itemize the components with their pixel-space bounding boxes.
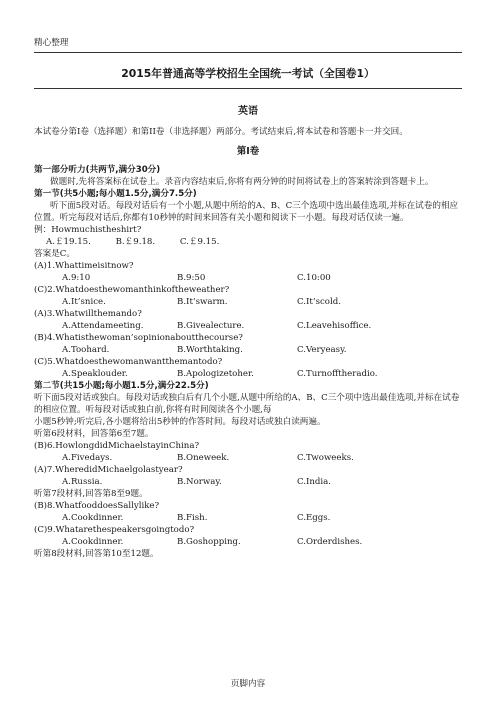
section2-instructions: 听下面5段对话或独白。每段对话或独白后有几个小题,从题中所给的A、B、C三个项中选出最佳选项,并标在试卷的相应位置。听每段对话或独白前,你将有时间阅读各个小题,每 xyxy=(34,393,460,415)
example-question: 例：Howmuchistheshirt? xyxy=(34,225,142,235)
options-3 xyxy=(34,320,462,332)
option-a: A.9:10 xyxy=(62,273,91,283)
option-c: C.Leavehisoffice. xyxy=(297,321,372,331)
option-c: C.It’scold. xyxy=(297,297,341,307)
exam-content xyxy=(34,104,462,560)
part1-instructions: 做题时,先将答案标在试卷上。录音内容结束后,你将有两分钟的时间将试卷上的答案转涂到答题卡上。 xyxy=(50,177,434,187)
option-a: A.Russia. xyxy=(62,477,103,487)
option-b: B.It’swarm. xyxy=(177,297,228,307)
options-1 xyxy=(34,272,462,284)
option-b: B.Worthtaking. xyxy=(177,345,243,355)
example-answer: 答案是C。 xyxy=(34,249,75,259)
section2-heading: 第二节(共15小题;每小题1.5分,满分22.5分) xyxy=(34,381,209,391)
option-a: A.Cookdinner. xyxy=(62,513,124,523)
volume-heading: 第I卷 xyxy=(236,146,260,157)
option-b: B.Norway. xyxy=(177,477,222,487)
example-options xyxy=(34,236,462,248)
page-header: 精心整理 xyxy=(34,38,69,48)
question-6: (B)6.HowlongdidMichaelstayinChina? xyxy=(34,441,200,451)
option-b: B.Goshopping. xyxy=(177,537,241,547)
page-footer: 页脚内容 xyxy=(230,679,266,689)
example-option-a: A.￡19.15. xyxy=(46,237,91,247)
options-9 xyxy=(34,536,462,548)
example-option-c: C.￡9.15. xyxy=(179,237,220,247)
options-8 xyxy=(34,512,462,524)
intro-text: 本试卷分第I卷（选择题）和第II卷（非选择题）两部分。考试结束后,将本试卷和答题卡一并交回。 xyxy=(34,127,408,137)
question-1: (A)1.Whattimeisitnow? xyxy=(34,261,134,271)
question-3: (A)3.Whatwillthemando? xyxy=(34,309,142,319)
option-a: A.Toohard. xyxy=(62,345,110,355)
option-c: C.Twoweeks. xyxy=(297,453,354,463)
title-rule xyxy=(34,88,462,89)
section1-instructions: 听下面5段对话。每段对话后有一个小题,从题中所给的A、B、C三个选项中选出最佳选项,并标在试卷的相应位置。听完每段对话后,你都有10秒钟的时间来回答有关小题和阅读下一小题。每段对话仅读一遍。 xyxy=(34,201,459,223)
exam-title: 2015年普通高等学校招生全国统一考试（全国卷1） xyxy=(121,67,375,80)
group-label-6: 听第6段材料，回答第6至7题。 xyxy=(34,429,154,439)
part1-heading: 第一部分听力(共两节,满分30分) xyxy=(34,165,161,175)
option-c: C.Veryeasy. xyxy=(297,345,347,355)
option-b: B.9:50 xyxy=(177,273,206,283)
options-2 xyxy=(34,296,462,308)
section2-instructions-cont: 小题5秒钟;听完后,各小题将给出5秒钟的作答时间。每段对话或独白读两遍。 xyxy=(34,417,326,427)
options-7 xyxy=(34,476,462,488)
option-a: A.Fivedays. xyxy=(62,453,113,463)
option-a: A.It’snice. xyxy=(62,297,106,307)
option-c: C.10:00 xyxy=(297,273,331,283)
question-7: (A)7.WheredidMichaelgolastyear? xyxy=(34,465,183,475)
group-label-7: 听第7段材料,回答第8至9题。 xyxy=(34,489,148,499)
subject-heading: 英语 xyxy=(238,106,258,117)
option-a: A.Attendameeting. xyxy=(62,321,144,331)
option-b: B.Apologizetoher. xyxy=(177,369,254,379)
options-6 xyxy=(34,452,462,464)
option-b: B.Givealecture. xyxy=(177,321,245,331)
option-b: B.Oneweek. xyxy=(177,453,230,463)
options-5 xyxy=(34,368,462,380)
header-rule xyxy=(34,52,462,53)
option-a: A.Cookdinner. xyxy=(62,537,124,547)
question-8: (B)8.WhatfooddoesSallylike? xyxy=(34,501,160,511)
question-9: (C)9.Whatarethespeakersgoingtodo? xyxy=(34,525,195,535)
option-a: A.Speaklouder. xyxy=(62,369,128,379)
option-c: C.Eggs. xyxy=(297,513,331,523)
question-2: (C)2.Whatdoesthewomanthinkoftheweather? xyxy=(34,285,230,295)
option-b: B.Fish. xyxy=(177,513,208,523)
option-c: C.Orderdishes. xyxy=(297,537,363,547)
options-4 xyxy=(34,344,462,356)
option-c: C.Turnofftheradio. xyxy=(297,369,378,379)
question-5: (C)5.Whatdoesthewomanwantthemantodo? xyxy=(34,357,223,367)
group-label-8: 听第8段材料,回答第10至12题。 xyxy=(34,549,159,559)
question-4: (B)4.Whatisthewoman’sopinionaboutthecourse? xyxy=(34,333,243,343)
section1-heading: 第一节(共5小题;每小题1.5分,满分7.5分) xyxy=(34,189,197,199)
example-option-b: B.￡9.18. xyxy=(115,237,156,247)
option-c: C.India. xyxy=(297,477,332,487)
